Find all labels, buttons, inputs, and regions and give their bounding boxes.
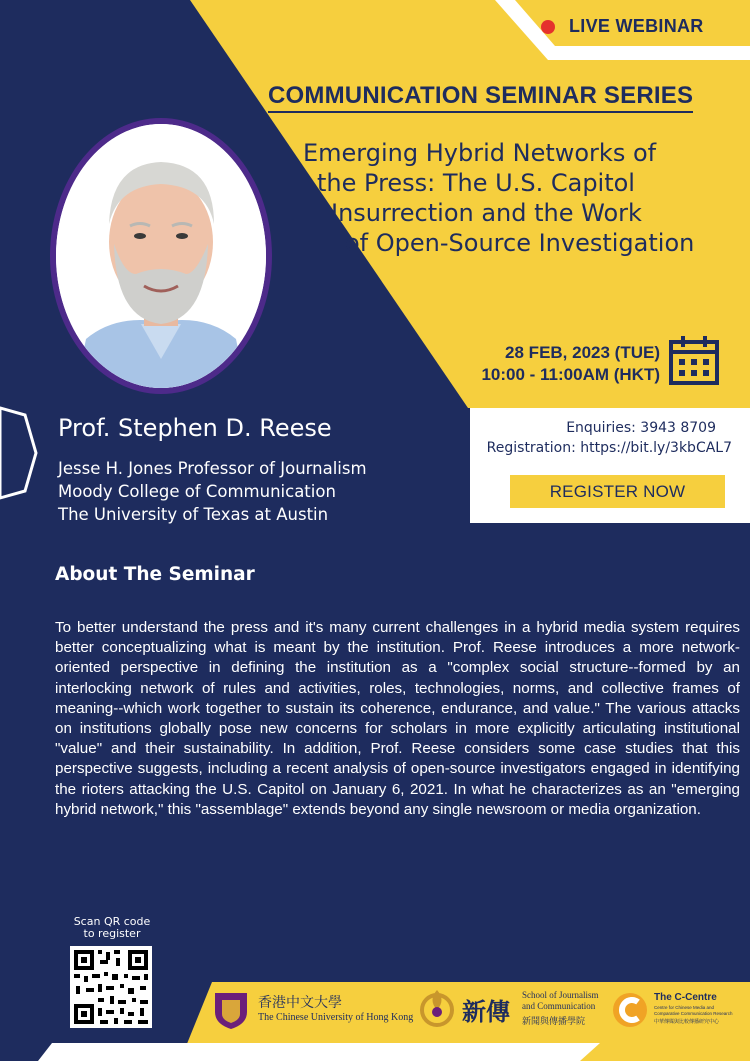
seminar-title-line-2: the Press: The U.S. Capitol [317,169,635,197]
cuhk-chinese-name: 香港中文大學 [258,995,342,1011]
qr-caption [60,916,164,940]
c-centre-line-1: Centre for Chinese Media and [654,1005,715,1010]
school-chinese-name: 新聞與傳播學院 [522,1017,586,1027]
about-body: To better understand the press and it's many current challenges in a hybrid media system requires better conceptualizing what is meant by the institution. Prof. Reese introduces a more network-oriented perspective in defining the institution as a "complex social structure--formed by an interlocking network of rules and activities, roles, technologies, norms, and collective frames of meaning--which work together to sustain its coherence, endurance, and value." The various attacks on institutions globally pose new concerns for scholars in more explicitly articulating institutional "value" and their sustainability. In addition, Prof. Reese considers some case studies that this perspective suggests, including a recent analysis of open-source investigators engaged in identifying the rioters attacking the U.S. Capitol on January 6, 2021. In what he characterizes as an "emerging hybrid network," this "assemblage" extends beyond any single newsroom or media organization. [55,619,740,818]
speaker-title-line-2: Moody College of Communication [58,482,336,501]
seminar-title-line-3: Insurrection and the Work [331,199,642,227]
event-date: 28 FEB, 2023 (TUE) [505,343,660,362]
speaker-title-line-1: Jesse H. Jones Professor of Journalism [58,459,367,478]
c-centre-icon [612,992,648,1028]
school-english-line-1: School of Journalism [522,990,599,1000]
seminar-title-line-1: Emerging Hybrid Networks of [303,139,657,167]
speaker-title-line-3: The University of Texas at Austin [58,505,329,524]
qr-caption-line-2: to register [83,927,141,940]
live-webinar-label: LIVE WEBINAR [569,16,704,36]
register-now-button[interactable]: REGISTER NOW [510,475,725,508]
event-time: 10:00 - 11:00AM (HKT) [481,365,660,384]
about-heading: About The Seminar [55,564,255,585]
speaker-photo-illustration [56,124,266,388]
c-centre-chinese-name: 中華傳媒與比較傳播研究中心 [654,1019,720,1025]
cuhk-logo [212,988,412,1032]
school-english-line-2: and Communication [522,1001,596,1011]
calendar-icon [668,334,720,386]
c-centre-logo [612,988,747,1032]
seminar-title-line-4: of Open-Source Investigation [345,229,695,257]
cuhk-english-name: The Chinese University of Hong Kong [258,1012,414,1023]
registration-link[interactable]: Registration: https://bit.ly/3kbCAL7 [486,440,732,456]
speaker-portrait [50,118,272,394]
enquiries-text: Enquiries: 3943 8709 [566,420,716,436]
speaker-name: Prof. Stephen D. Reese [58,414,332,442]
live-webinar-badge [541,16,704,37]
c-centre-name: The C-Centre [654,992,717,1003]
school-emblem-icon [418,988,456,1028]
qr-caption-line-1: Scan QR code [73,915,151,928]
qr-code[interactable] [70,946,152,1028]
live-dot-icon [541,20,555,34]
school-journalism-logo [418,986,604,1032]
series-title: COMMUNICATION SEMINAR SERIES [268,82,693,113]
school-chinese-mark: 新傳 [462,997,510,1026]
cuhk-crest-icon [212,990,250,1030]
c-centre-line-2: Comparative Communication Research [654,1011,733,1016]
